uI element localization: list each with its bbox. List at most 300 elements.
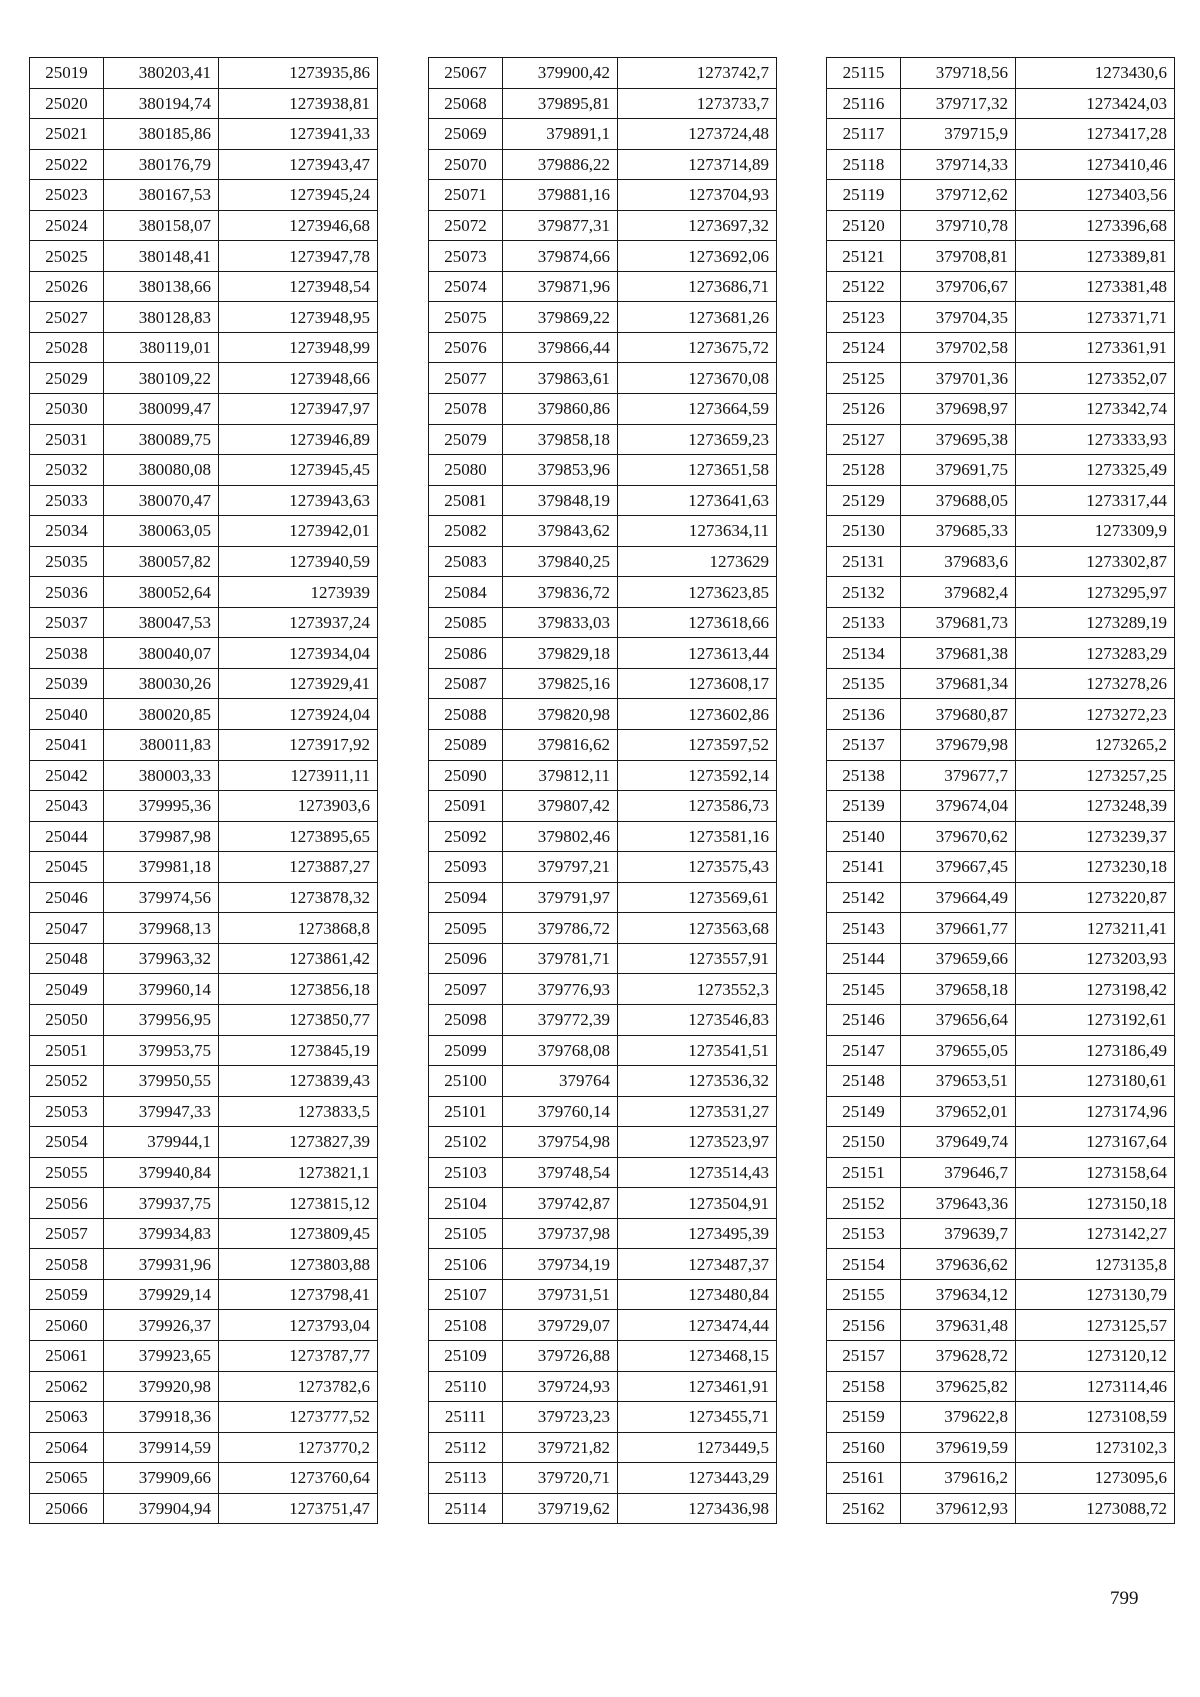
y-coordinate-cell: 1273697,32 <box>618 210 777 241</box>
point-id-cell: 25055 <box>30 1157 104 1188</box>
table-row <box>429 271 777 302</box>
y-coordinate-cell: 1273821,1 <box>219 1157 378 1188</box>
x-coordinate-cell: 379701,36 <box>901 363 1016 394</box>
point-id-cell: 25103 <box>429 1157 503 1188</box>
x-coordinate-cell: 380020,85 <box>104 699 219 730</box>
point-id-cell: 25061 <box>30 1340 104 1371</box>
table-row <box>30 455 378 486</box>
x-coordinate-cell: 380063,05 <box>104 516 219 547</box>
x-coordinate-cell: 379639,7 <box>901 1218 1016 1249</box>
point-id-cell: 25157 <box>827 1340 901 1371</box>
table-row <box>827 882 1175 913</box>
point-id-cell: 25071 <box>429 180 503 211</box>
x-coordinate-cell: 380070,47 <box>104 485 219 516</box>
coordinate-table-2 <box>428 57 777 1524</box>
point-id-cell: 25117 <box>827 119 901 150</box>
x-coordinate-cell: 379653,51 <box>901 1066 1016 1097</box>
point-id-cell: 25077 <box>429 363 503 394</box>
x-coordinate-cell: 379659,66 <box>901 943 1016 974</box>
y-coordinate-cell: 1273911,11 <box>219 760 378 791</box>
x-coordinate-cell: 379677,7 <box>901 760 1016 791</box>
x-coordinate-cell: 379724,93 <box>503 1371 618 1402</box>
x-coordinate-cell: 379950,55 <box>104 1066 219 1097</box>
point-id-cell: 25106 <box>429 1249 503 1280</box>
table-row <box>827 302 1175 333</box>
x-coordinate-cell: 379667,45 <box>901 852 1016 883</box>
y-coordinate-cell: 1273309,9 <box>1016 516 1175 547</box>
table-row <box>30 638 378 669</box>
table-row <box>429 577 777 608</box>
point-id-cell: 25080 <box>429 455 503 486</box>
y-coordinate-cell: 1273903,6 <box>219 791 378 822</box>
x-coordinate-cell: 379843,62 <box>503 516 618 547</box>
x-coordinate-cell: 379944,1 <box>104 1127 219 1158</box>
table-row <box>827 485 1175 516</box>
point-id-cell: 25078 <box>429 394 503 425</box>
table-row <box>429 1279 777 1310</box>
y-coordinate-cell: 1273239,37 <box>1016 821 1175 852</box>
x-coordinate-cell: 379776,93 <box>503 974 618 1005</box>
table-row <box>30 241 378 272</box>
point-id-cell: 25060 <box>30 1310 104 1341</box>
table-row <box>429 1096 777 1127</box>
y-coordinate-cell: 1273417,28 <box>1016 119 1175 150</box>
x-coordinate-cell: 379729,07 <box>503 1310 618 1341</box>
x-coordinate-cell: 380011,83 <box>104 730 219 761</box>
table-row <box>429 363 777 394</box>
x-coordinate-cell: 379655,05 <box>901 1035 1016 1066</box>
table-row <box>827 791 1175 822</box>
x-coordinate-cell: 379920,98 <box>104 1371 219 1402</box>
point-id-cell: 25088 <box>429 699 503 730</box>
point-id-cell: 25045 <box>30 852 104 883</box>
table-row <box>429 1127 777 1158</box>
y-coordinate-cell: 1273265,2 <box>1016 730 1175 761</box>
point-id-cell: 25161 <box>827 1463 901 1494</box>
y-coordinate-cell: 1273868,8 <box>219 913 378 944</box>
point-id-cell: 25108 <box>429 1310 503 1341</box>
table-row <box>429 485 777 516</box>
table-row <box>827 1279 1175 1310</box>
y-coordinate-cell: 1273895,65 <box>219 821 378 852</box>
x-coordinate-cell: 379656,64 <box>901 1004 1016 1035</box>
x-coordinate-cell: 379742,87 <box>503 1188 618 1219</box>
x-coordinate-cell: 379731,51 <box>503 1279 618 1310</box>
y-coordinate-cell: 1273938,81 <box>219 88 378 119</box>
y-coordinate-cell: 1273436,98 <box>618 1493 777 1524</box>
table-row <box>827 180 1175 211</box>
table-row <box>827 1310 1175 1341</box>
point-id-cell: 25034 <box>30 516 104 547</box>
point-id-cell: 25072 <box>429 210 503 241</box>
point-id-cell: 25068 <box>429 88 503 119</box>
x-coordinate-cell: 379680,87 <box>901 699 1016 730</box>
y-coordinate-cell: 1273733,7 <box>618 88 777 119</box>
table-row <box>30 760 378 791</box>
x-coordinate-cell: 380003,33 <box>104 760 219 791</box>
point-id-cell: 25067 <box>429 58 503 89</box>
point-id-cell: 25076 <box>429 332 503 363</box>
table-row <box>827 1127 1175 1158</box>
table-row <box>30 1463 378 1494</box>
table-row <box>429 913 777 944</box>
y-coordinate-cell: 1273541,51 <box>618 1035 777 1066</box>
y-coordinate-cell: 1273845,19 <box>219 1035 378 1066</box>
y-coordinate-cell: 1273798,41 <box>219 1279 378 1310</box>
point-id-cell: 25123 <box>827 302 901 333</box>
y-coordinate-cell: 1273088,72 <box>1016 1493 1175 1524</box>
y-coordinate-cell: 1273514,43 <box>618 1157 777 1188</box>
y-coordinate-cell: 1273563,68 <box>618 913 777 944</box>
x-coordinate-cell: 379721,82 <box>503 1432 618 1463</box>
table-row <box>30 699 378 730</box>
table-row <box>429 638 777 669</box>
x-coordinate-cell: 379909,66 <box>104 1463 219 1494</box>
point-id-cell: 25041 <box>30 730 104 761</box>
point-id-cell: 25039 <box>30 668 104 699</box>
x-coordinate-cell: 380138,66 <box>104 271 219 302</box>
x-coordinate-cell: 379786,72 <box>503 913 618 944</box>
point-id-cell: 25132 <box>827 577 901 608</box>
y-coordinate-cell: 1273289,19 <box>1016 607 1175 638</box>
point-id-cell: 25141 <box>827 852 901 883</box>
table-row <box>30 363 378 394</box>
x-coordinate-cell: 379682,4 <box>901 577 1016 608</box>
y-coordinate-cell: 1273424,03 <box>1016 88 1175 119</box>
y-coordinate-cell: 1273203,93 <box>1016 943 1175 974</box>
table-row <box>30 1340 378 1371</box>
point-id-cell: 25137 <box>827 730 901 761</box>
x-coordinate-cell: 379904,94 <box>104 1493 219 1524</box>
table-row <box>429 1493 777 1524</box>
x-coordinate-cell: 379619,59 <box>901 1432 1016 1463</box>
x-coordinate-cell: 379891,1 <box>503 119 618 150</box>
table-row <box>30 58 378 89</box>
point-id-cell: 25130 <box>827 516 901 547</box>
y-coordinate-cell: 1273480,84 <box>618 1279 777 1310</box>
y-coordinate-cell: 1273629 <box>618 546 777 577</box>
y-coordinate-cell: 1273504,91 <box>618 1188 777 1219</box>
point-id-cell: 25110 <box>429 1371 503 1402</box>
y-coordinate-cell: 1273198,42 <box>1016 974 1175 1005</box>
y-coordinate-cell: 1273546,83 <box>618 1004 777 1035</box>
point-id-cell: 25069 <box>429 119 503 150</box>
y-coordinate-cell: 1273449,5 <box>618 1432 777 1463</box>
point-id-cell: 25162 <box>827 1493 901 1524</box>
point-id-cell: 25139 <box>827 791 901 822</box>
point-id-cell: 25126 <box>827 394 901 425</box>
point-id-cell: 25099 <box>429 1035 503 1066</box>
x-coordinate-cell: 379934,83 <box>104 1218 219 1249</box>
y-coordinate-cell: 1273935,86 <box>219 58 378 89</box>
point-id-cell: 25070 <box>429 149 503 180</box>
y-coordinate-cell: 1273552,3 <box>618 974 777 1005</box>
table-row <box>30 1402 378 1433</box>
y-coordinate-cell: 1273945,24 <box>219 180 378 211</box>
point-id-cell: 25129 <box>827 485 901 516</box>
y-coordinate-cell: 1273125,57 <box>1016 1310 1175 1341</box>
point-id-cell: 25038 <box>30 638 104 669</box>
y-coordinate-cell: 1273742,7 <box>618 58 777 89</box>
x-coordinate-cell: 379688,05 <box>901 485 1016 516</box>
table-row <box>429 455 777 486</box>
y-coordinate-cell: 1273317,44 <box>1016 485 1175 516</box>
table-row <box>30 1127 378 1158</box>
table-row <box>30 791 378 822</box>
point-id-cell: 25096 <box>429 943 503 974</box>
table-row <box>827 149 1175 180</box>
x-coordinate-cell: 379754,98 <box>503 1127 618 1158</box>
table-row <box>827 577 1175 608</box>
table-row <box>827 1432 1175 1463</box>
y-coordinate-cell: 1273692,06 <box>618 241 777 272</box>
point-id-cell: 25053 <box>30 1096 104 1127</box>
point-id-cell: 25124 <box>827 332 901 363</box>
point-id-cell: 25114 <box>429 1493 503 1524</box>
x-coordinate-cell: 380109,22 <box>104 363 219 394</box>
y-coordinate-cell: 1273158,64 <box>1016 1157 1175 1188</box>
y-coordinate-cell: 1273947,97 <box>219 394 378 425</box>
table-row <box>429 1310 777 1341</box>
point-id-cell: 25027 <box>30 302 104 333</box>
x-coordinate-cell: 379871,96 <box>503 271 618 302</box>
table-row <box>30 943 378 974</box>
y-coordinate-cell: 1273597,52 <box>618 730 777 761</box>
point-id-cell: 25128 <box>827 455 901 486</box>
y-coordinate-cell: 1273602,86 <box>618 699 777 730</box>
x-coordinate-cell: 379760,14 <box>503 1096 618 1127</box>
x-coordinate-cell: 379877,31 <box>503 210 618 241</box>
point-id-cell: 25095 <box>429 913 503 944</box>
point-id-cell: 25125 <box>827 363 901 394</box>
y-coordinate-cell: 1273641,63 <box>618 485 777 516</box>
x-coordinate-cell: 379895,81 <box>503 88 618 119</box>
y-coordinate-cell: 1273887,27 <box>219 852 378 883</box>
x-coordinate-cell: 379866,44 <box>503 332 618 363</box>
x-coordinate-cell: 379681,73 <box>901 607 1016 638</box>
x-coordinate-cell: 379612,93 <box>901 1493 1016 1524</box>
y-coordinate-cell: 1273342,74 <box>1016 394 1175 425</box>
point-id-cell: 25036 <box>30 577 104 608</box>
x-coordinate-cell: 379968,13 <box>104 913 219 944</box>
table-row <box>429 607 777 638</box>
x-coordinate-cell: 379674,04 <box>901 791 1016 822</box>
point-id-cell: 25066 <box>30 1493 104 1524</box>
table-row <box>827 1157 1175 1188</box>
table-row <box>30 1432 378 1463</box>
x-coordinate-cell: 379825,16 <box>503 668 618 699</box>
point-id-cell: 25102 <box>429 1127 503 1158</box>
y-coordinate-cell: 1273396,68 <box>1016 210 1175 241</box>
table-row <box>429 1463 777 1494</box>
x-coordinate-cell: 379937,75 <box>104 1188 219 1219</box>
x-coordinate-cell: 379726,88 <box>503 1340 618 1371</box>
y-coordinate-cell: 1273827,39 <box>219 1127 378 1158</box>
point-id-cell: 25065 <box>30 1463 104 1494</box>
table-row <box>429 1188 777 1219</box>
x-coordinate-cell: 380194,74 <box>104 88 219 119</box>
y-coordinate-cell: 1273381,48 <box>1016 271 1175 302</box>
point-id-cell: 25115 <box>827 58 901 89</box>
table-row <box>827 974 1175 1005</box>
x-coordinate-cell: 379702,58 <box>901 332 1016 363</box>
y-coordinate-cell: 1273943,47 <box>219 149 378 180</box>
y-coordinate-cell: 1273443,29 <box>618 1463 777 1494</box>
table-row <box>429 1402 777 1433</box>
point-id-cell: 25029 <box>30 363 104 394</box>
point-id-cell: 25082 <box>429 516 503 547</box>
x-coordinate-cell: 379695,38 <box>901 424 1016 455</box>
x-coordinate-cell: 379658,18 <box>901 974 1016 1005</box>
table-row <box>827 332 1175 363</box>
y-coordinate-cell: 1273130,79 <box>1016 1279 1175 1310</box>
table-row <box>30 516 378 547</box>
point-id-cell: 25075 <box>429 302 503 333</box>
point-id-cell: 25155 <box>827 1279 901 1310</box>
point-id-cell: 25107 <box>429 1279 503 1310</box>
x-coordinate-cell: 379691,75 <box>901 455 1016 486</box>
x-coordinate-cell: 379717,32 <box>901 88 1016 119</box>
point-id-cell: 25019 <box>30 58 104 89</box>
point-id-cell: 25050 <box>30 1004 104 1035</box>
coordinate-table-3 <box>826 57 1175 1524</box>
y-coordinate-cell: 1273861,42 <box>219 943 378 974</box>
y-coordinate-cell: 1273782,6 <box>219 1371 378 1402</box>
y-coordinate-cell: 1273675,72 <box>618 332 777 363</box>
x-coordinate-cell: 379625,82 <box>901 1371 1016 1402</box>
x-coordinate-cell: 379748,54 <box>503 1157 618 1188</box>
x-coordinate-cell: 379981,18 <box>104 852 219 883</box>
x-coordinate-cell: 379974,56 <box>104 882 219 913</box>
point-id-cell: 25119 <box>827 180 901 211</box>
y-coordinate-cell: 1273634,11 <box>618 516 777 547</box>
x-coordinate-cell: 380203,41 <box>104 58 219 89</box>
y-coordinate-cell: 1273461,91 <box>618 1371 777 1402</box>
y-coordinate-cell: 1273856,18 <box>219 974 378 1005</box>
y-coordinate-cell: 1273946,89 <box>219 424 378 455</box>
point-id-cell: 25031 <box>30 424 104 455</box>
x-coordinate-cell: 379833,03 <box>503 607 618 638</box>
table-row <box>827 943 1175 974</box>
point-id-cell: 25051 <box>30 1035 104 1066</box>
table-row <box>827 607 1175 638</box>
y-coordinate-cell: 1273487,37 <box>618 1249 777 1280</box>
y-coordinate-cell: 1273618,66 <box>618 607 777 638</box>
x-coordinate-cell: 379956,95 <box>104 1004 219 1035</box>
point-id-cell: 25040 <box>30 699 104 730</box>
table-row <box>429 699 777 730</box>
table-row <box>429 668 777 699</box>
point-id-cell: 25043 <box>30 791 104 822</box>
point-id-cell: 25143 <box>827 913 901 944</box>
table-row <box>827 546 1175 577</box>
table-row <box>429 1066 777 1097</box>
y-coordinate-cell: 1273410,46 <box>1016 149 1175 180</box>
point-id-cell: 25105 <box>429 1218 503 1249</box>
x-coordinate-cell: 379863,61 <box>503 363 618 394</box>
table-row <box>30 149 378 180</box>
point-id-cell: 25054 <box>30 1127 104 1158</box>
x-coordinate-cell: 379628,72 <box>901 1340 1016 1371</box>
table-row <box>827 58 1175 89</box>
table-row <box>30 271 378 302</box>
y-coordinate-cell: 1273371,71 <box>1016 302 1175 333</box>
x-coordinate-cell: 379772,39 <box>503 1004 618 1035</box>
table-row <box>827 1249 1175 1280</box>
point-id-cell: 25116 <box>827 88 901 119</box>
x-coordinate-cell: 379681,38 <box>901 638 1016 669</box>
table-row <box>429 58 777 89</box>
table-row <box>827 821 1175 852</box>
point-id-cell: 25135 <box>827 668 901 699</box>
x-coordinate-cell: 380167,53 <box>104 180 219 211</box>
x-coordinate-cell: 379816,62 <box>503 730 618 761</box>
x-coordinate-cell: 379714,33 <box>901 149 1016 180</box>
y-coordinate-cell: 1273120,12 <box>1016 1340 1175 1371</box>
point-id-cell: 25057 <box>30 1218 104 1249</box>
point-id-cell: 25109 <box>429 1340 503 1371</box>
x-coordinate-cell: 379807,42 <box>503 791 618 822</box>
table-row <box>827 730 1175 761</box>
x-coordinate-cell: 379869,22 <box>503 302 618 333</box>
table-row <box>30 821 378 852</box>
table-row <box>429 943 777 974</box>
table-row <box>30 1096 378 1127</box>
point-id-cell: 25063 <box>30 1402 104 1433</box>
table-row <box>827 1188 1175 1219</box>
y-coordinate-cell: 1273495,39 <box>618 1218 777 1249</box>
point-id-cell: 25091 <box>429 791 503 822</box>
x-coordinate-cell: 379947,33 <box>104 1096 219 1127</box>
table-row <box>827 760 1175 791</box>
y-coordinate-cell: 1273180,61 <box>1016 1066 1175 1097</box>
x-coordinate-cell: 380040,07 <box>104 638 219 669</box>
point-id-cell: 25037 <box>30 607 104 638</box>
table-row <box>429 88 777 119</box>
x-coordinate-cell: 379914,59 <box>104 1432 219 1463</box>
y-coordinate-cell: 1273704,93 <box>618 180 777 211</box>
table-row <box>429 119 777 150</box>
x-coordinate-cell: 379646,7 <box>901 1157 1016 1188</box>
y-coordinate-cell: 1273581,16 <box>618 821 777 852</box>
y-coordinate-cell: 1273651,58 <box>618 455 777 486</box>
x-coordinate-cell: 379718,56 <box>901 58 1016 89</box>
x-coordinate-cell: 379764 <box>503 1066 618 1097</box>
y-coordinate-cell: 1273946,68 <box>219 210 378 241</box>
y-coordinate-cell: 1273114,46 <box>1016 1371 1175 1402</box>
table-row <box>827 88 1175 119</box>
point-id-cell: 25044 <box>30 821 104 852</box>
y-coordinate-cell: 1273211,41 <box>1016 913 1175 944</box>
table-row <box>30 394 378 425</box>
y-coordinate-cell: 1273295,97 <box>1016 577 1175 608</box>
y-coordinate-cell: 1273135,8 <box>1016 1249 1175 1280</box>
point-id-cell: 25097 <box>429 974 503 1005</box>
y-coordinate-cell: 1273361,91 <box>1016 332 1175 363</box>
point-id-cell: 25035 <box>30 546 104 577</box>
table-row <box>30 1188 378 1219</box>
point-id-cell: 25023 <box>30 180 104 211</box>
y-coordinate-cell: 1273751,47 <box>219 1493 378 1524</box>
point-id-cell: 25085 <box>429 607 503 638</box>
table-row <box>429 1340 777 1371</box>
y-coordinate-cell: 1273934,04 <box>219 638 378 669</box>
x-coordinate-cell: 379840,25 <box>503 546 618 577</box>
point-id-cell: 25156 <box>827 1310 901 1341</box>
point-id-cell: 25026 <box>30 271 104 302</box>
x-coordinate-cell: 379734,19 <box>503 1249 618 1280</box>
x-coordinate-cell: 379649,74 <box>901 1127 1016 1158</box>
